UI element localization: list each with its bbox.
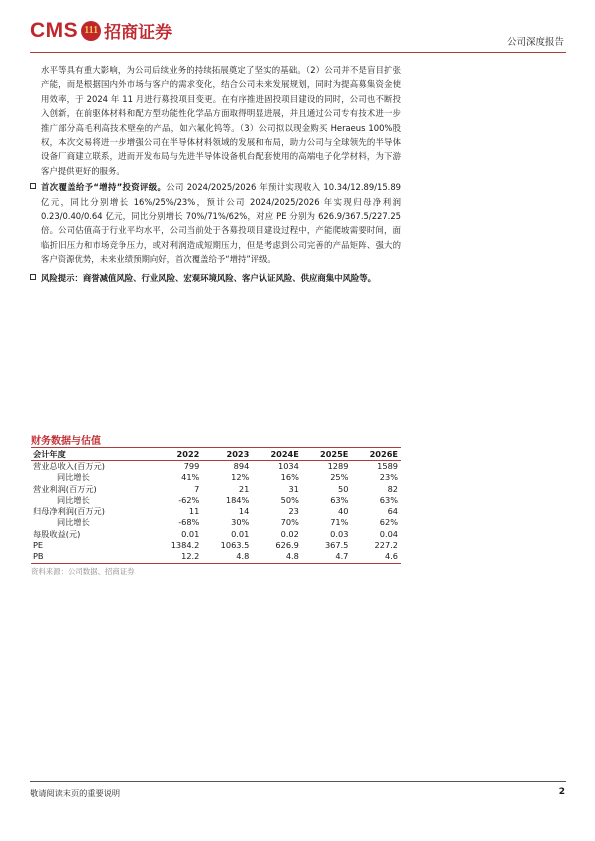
table-cell: 4.8	[202, 551, 252, 563]
table-cell: 50	[337, 483, 349, 494]
table-cell: 1063.5	[220, 540, 250, 551]
footer-disclaimer: 敬请阅读末页的重要说明	[30, 788, 121, 798]
table-cell: 0.04	[379, 528, 398, 539]
table-cell: 12%	[231, 472, 250, 483]
table-cell: 4.7	[302, 551, 352, 563]
table-cell: 23%	[379, 472, 398, 483]
page-number: 2	[558, 787, 565, 797]
table-header-year: 2025E	[302, 448, 352, 461]
table-cell: 799	[183, 461, 200, 471]
risk-bullet	[41, 271, 401, 285]
table-cell: 71%	[330, 517, 349, 528]
table-row	[31, 495, 401, 506]
row-label: 同比增长	[57, 517, 90, 528]
row-label: 归母净利润(百万元)	[33, 506, 105, 517]
table-cell: 64	[387, 506, 398, 517]
table-cell: 31	[288, 483, 299, 494]
table-cell: 62%	[379, 517, 398, 528]
rating-heading: 首次覆盖给予“增持”投资评级。	[41, 182, 167, 193]
row-label: PB	[31, 551, 152, 563]
row-label: PE	[33, 540, 44, 551]
table-cell: 40	[337, 506, 349, 517]
table-cell: 21	[238, 483, 250, 494]
paragraph-business-analysis: 水平等具有重大影响，为公司后续业务的持续拓展奠定了坚实的基础。（2）公司并不是盲目扩张产能，而是根据国内外市场与客户的需求变化，结合公司未来发展规划，同时为提高募集资金使用效率，于 2024 年 11 月进行募投项目变更。在有序推进固投项目建设的同时，公司也不断投入创新，在前驱体材料和配方型功能性化学品方面取得明显进展，并且通过公司专有技术进一步推广部分高毛利高技术壁垒的产品，如六氟化钨等。（3）公司拟以现金购买 Heraeus 100%股权，本次交易将进一步增强公司在半导体材料领域的发展和布局，助力公司与全球领先的半导体设备厂商建立联系，进而开发布局与先进半导体设备机台配套使用的高端电子化学材料，为下游客户提供更好的服务。	[41, 65, 401, 176]
table-row	[31, 484, 401, 495]
table-row	[31, 529, 401, 540]
row-label: 营业总收入(百万元)	[33, 461, 105, 471]
table-header-year: 2022	[152, 448, 202, 461]
table-cell: -68%	[178, 517, 200, 528]
logo-text-cn: 招商证券	[104, 23, 173, 43]
table-cell: 4.6	[351, 551, 401, 563]
table-row	[31, 540, 401, 551]
table-header-row	[31, 448, 401, 461]
table-cell: 82	[387, 483, 398, 494]
table-cell: 50%	[280, 494, 299, 505]
row-label: 同比增长	[57, 494, 90, 505]
table-cell: -62%	[178, 494, 200, 505]
table-cell: 63%	[330, 494, 349, 505]
page-header	[30, 18, 566, 48]
table-row	[31, 461, 401, 473]
table-cell: 0.01	[181, 528, 200, 539]
table-header-year: 2023	[202, 448, 252, 461]
table-cell: 41%	[181, 472, 200, 483]
table-cell: 12.2	[152, 551, 202, 563]
table-header-year: 2024E	[252, 448, 302, 461]
table-title: 财务数据与估值	[31, 436, 101, 447]
logo-badge-icon: 111	[81, 21, 101, 41]
table-cell: 70%	[280, 517, 299, 528]
rating-text: 公司 2024/2025/2026 年预计实现收入 10.34/12.89/15.89 亿元，同比分别增长 16%/25%/23%，预计公司 2024/2025/2026 年实现归母净利润 0.23/0.40/0.64 亿元，同比分别增长 70%/71%/62%，对应 PE 分别为 626.9/367.5/227.25 倍。公司估值高于行业平均水平，公司当前处于各募投项目建设过程中，产能爬坡需要时间，面临折旧压力和市场竞争压力，或对利润造成短期压力，但是考虑到公司完善的产品矩阵、强大的客户资源优势，未来业绩预期向好，首次覆盖给予“增持”评级。	[41, 182, 401, 265]
bullet-square-icon	[30, 183, 36, 189]
table-row	[31, 551, 401, 563]
report-type-label: 公司深度报告	[506, 37, 564, 48]
cms-logo	[30, 18, 172, 43]
table-cell: 227.2	[374, 540, 398, 551]
row-label: 营业利润(百万元)	[33, 483, 97, 494]
financial-table-wrapper	[31, 447, 401, 564]
table-cell: 894	[233, 461, 250, 471]
table-cell: 25%	[330, 472, 349, 483]
table-cell: 16%	[280, 472, 299, 483]
table-cell: 30%	[231, 517, 250, 528]
table-header-label: 会计年度	[31, 448, 152, 461]
table-body	[31, 461, 401, 564]
table-cell: 626.9	[275, 540, 299, 551]
table-header-year: 2026E	[351, 448, 401, 461]
financial-table	[31, 447, 401, 564]
bullet-square-icon	[30, 274, 36, 280]
logo-text-en: CMS	[30, 18, 79, 42]
table-cell: 0.01	[231, 528, 250, 539]
footer-divider	[30, 781, 566, 782]
table-cell: 4.8	[252, 551, 302, 563]
table-cell: 0.02	[280, 528, 299, 539]
table-cell: 1589	[377, 461, 398, 471]
risk-text: 风险提示：商誉减值风险、行业风险、宏观环境风险、客户认证风险、供应商集中风险等。	[41, 272, 376, 283]
table-cell: 23	[288, 506, 299, 517]
table-cell: 367.5	[324, 540, 349, 551]
header-divider	[30, 52, 566, 53]
table-cell: 0.03	[330, 528, 349, 539]
table-cell: 7	[194, 483, 200, 494]
table-row	[31, 517, 401, 528]
row-label: 每股收益(元)	[33, 528, 81, 539]
table-row	[31, 472, 401, 483]
table-cell: 1034	[278, 461, 299, 471]
data-source-note: 资料来源：公司数据、招商证券	[31, 567, 135, 576]
row-label: 同比增长	[57, 472, 90, 483]
table-cell: 14	[238, 506, 250, 517]
report-body	[41, 63, 401, 285]
table-cell: 1289	[327, 461, 349, 471]
table-cell: 184%	[225, 494, 250, 505]
table-cell: 1384.2	[170, 540, 200, 551]
table-row	[31, 506, 401, 517]
table-cell: 11	[188, 506, 200, 517]
table-cell: 63%	[379, 494, 398, 505]
rating-bullet	[41, 180, 401, 266]
